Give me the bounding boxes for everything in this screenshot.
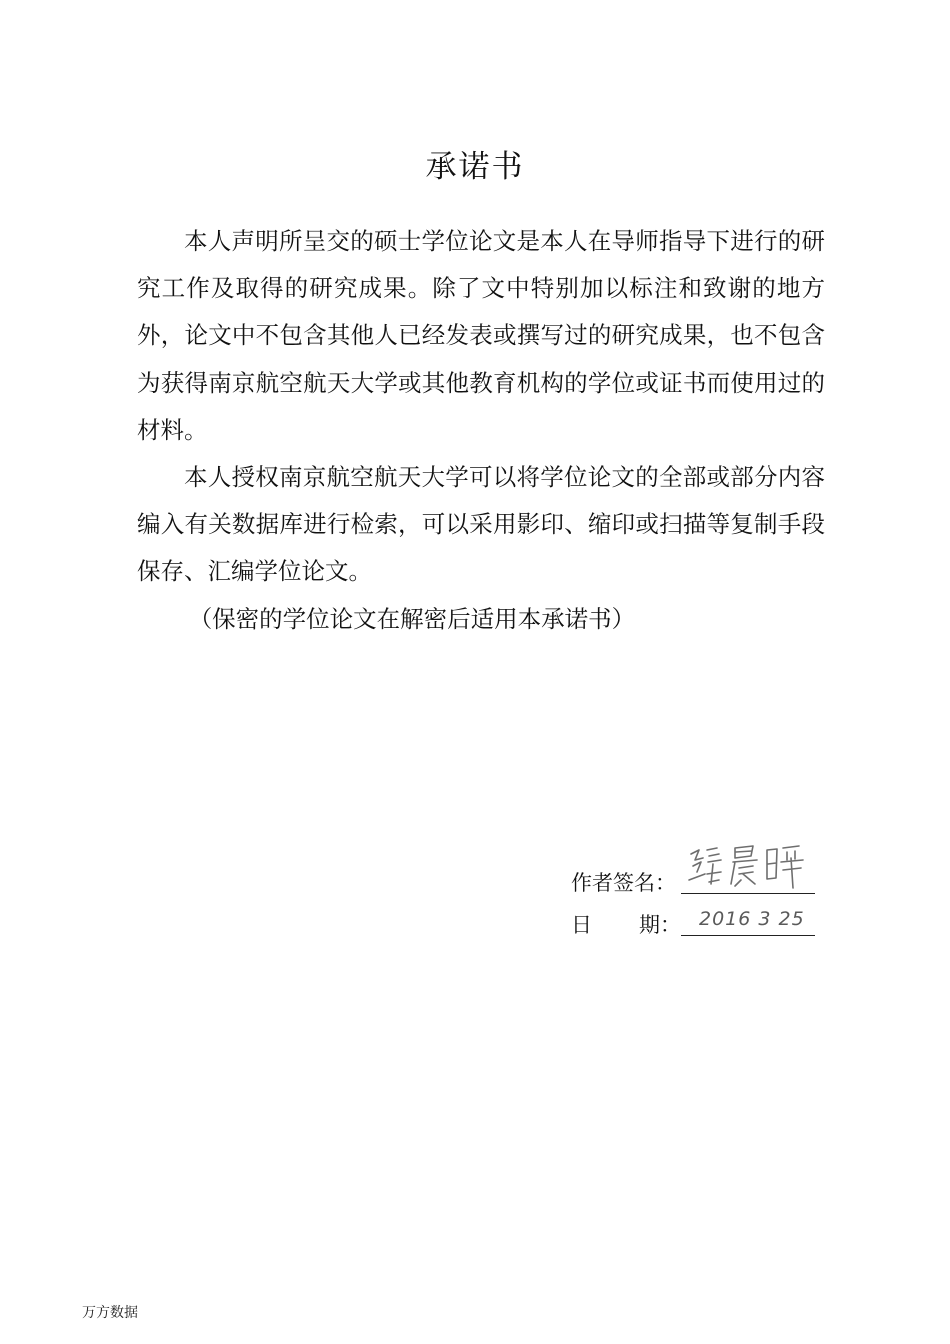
signature-block: [571, 862, 831, 946]
authorization-paragraph: 本人授权南京航空航天大学可以将学位论文的全部或部分内容编入有关数据库进行检索，可以采用影印、缩印或扫描等复制手段保存、汇编学位论文。: [137, 463, 825, 586]
date-label-second: 期：: [639, 913, 681, 937]
author-signature-line: [681, 893, 815, 894]
author-signature-label: 作者签名：: [571, 871, 676, 895]
statement-paragraph: 本人声明所呈交的硕士学位论文是本人在导师指导下进行的研究工作及取得的研究成果。除了文中特别加以标注和致谢的地方外，论文中不包含其他人已经发表或撰写过的研究成果，也不包含为获得南京航空航天大学或其他教育机构的学位或证书而使用过的材料。: [137, 227, 825, 444]
date-label-first: 日: [571, 913, 592, 937]
handwritten-signature: [683, 840, 813, 892]
confidentiality-note: （保密的学位论文在解密后适用本承诺书）: [188, 604, 636, 633]
handwritten-date: 2016 3 25: [699, 908, 805, 930]
page-title: 承诺书: [425, 149, 525, 185]
statement-body: [137, 218, 825, 643]
author-signature-row: [571, 862, 831, 904]
date-row: [571, 904, 831, 946]
date-line: [681, 935, 815, 936]
footer-watermark: 万方数据: [82, 1305, 138, 1321]
